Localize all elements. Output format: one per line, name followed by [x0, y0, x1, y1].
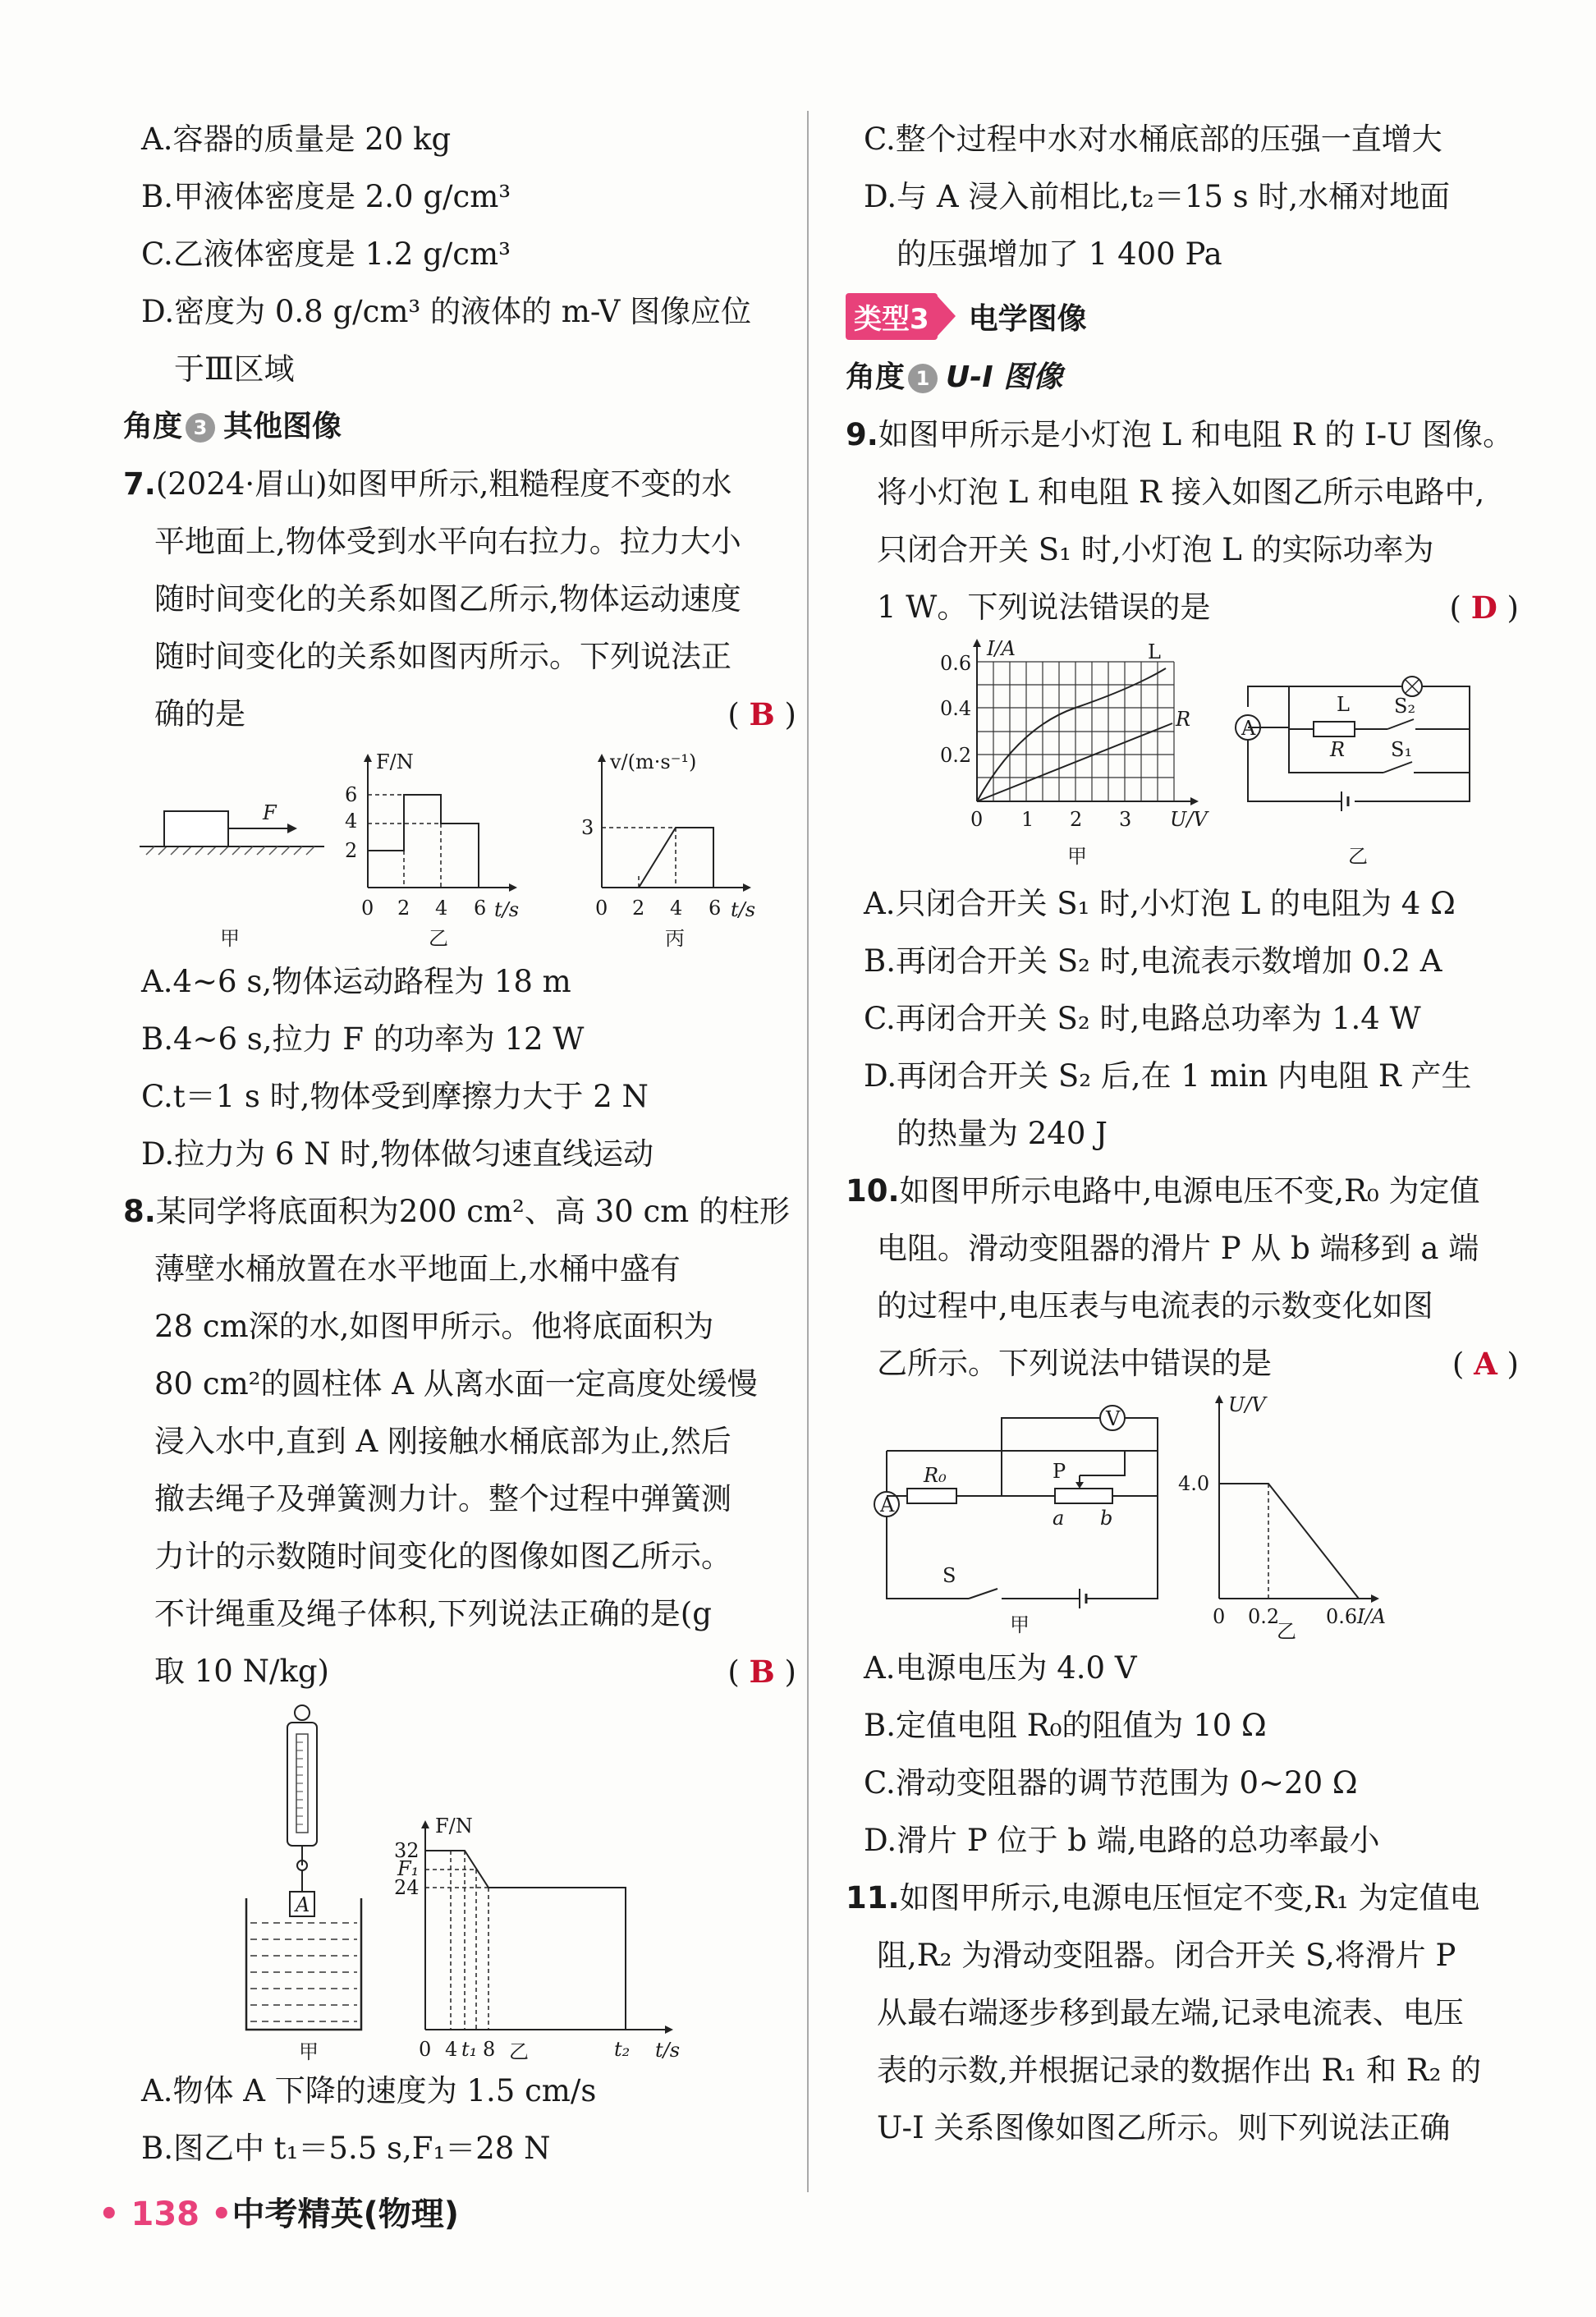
q9-option-a: A.只闭合开关 S₁ 时,小灯泡 L 的电阻为 4 Ω [864, 886, 1456, 921]
q10-option-a: A.电源电压为 4.0 V [864, 1650, 1137, 1686]
q9-fig-yi [1236, 677, 1470, 868]
footer-dot: • [99, 2195, 120, 2233]
angle1-title: U-I 图像 [946, 360, 1063, 394]
q10-rheostat [1055, 1489, 1112, 1503]
q7-line-4 [123, 686, 796, 743]
type3-tag: 类型3 [846, 293, 938, 340]
q8-line-6: 力计的示数随时间变化的图像如图乙所示。 [154, 1539, 732, 1574]
q10-fig-yi [1178, 1393, 1386, 1640]
q10-option-d: D.滑片 P 位于 b 端,电路的总功率最小 [864, 1823, 1380, 1858]
q11-line-3: 表的示数,并根据记录的数据作出 R₁ 和 R₂ 的 [877, 2053, 1482, 2088]
q9-text-0: 如图甲所示是小灯泡 L 和电阻 R 的 I-U 图像。 [878, 417, 1514, 452]
q9-tick-04: 0.4 [940, 697, 972, 720]
q9-line-2: 只闭合开关 S₁ 时,小灯泡 L 的实际功率为 [877, 532, 1434, 567]
q8-fig-yi [394, 1815, 680, 2062]
q10-p-label: P [1053, 1460, 1066, 1483]
angle1-heading [846, 349, 1519, 406]
q8-line-2: 28 cm深的水,如图甲所示。他将底面积为 [154, 1309, 714, 1344]
q7-text-0: (2024·眉山)如图甲所示,粗糙程度不变的水 [155, 466, 732, 502]
page-number: 138 [131, 2195, 200, 2233]
q8-line-1: 薄壁水桶放置在水平地面上,水桶中盛有 [154, 1251, 681, 1287]
q7-line-0 [123, 456, 796, 513]
q9-line-r [977, 723, 1172, 801]
fig-jia-caption: 甲 [220, 927, 240, 950]
q8-option-a: A.物体 A 下降的速度为 1.5 cm/s [141, 2073, 597, 2108]
bing-tick-t0: 0 [595, 897, 608, 920]
q10-fig-yi-caption: 乙 [1277, 1620, 1296, 1640]
q11-number: 11. [846, 1880, 900, 1916]
q8-line-5: 撤去绳子及弹簧测力计。整个过程中弹簧测 [154, 1481, 732, 1516]
q7-text-4: 确的是 [154, 696, 245, 732]
q10-line-1: 电阻。滑动变阻器的滑片 P 从 b 端移到 a 端 [877, 1231, 1479, 1266]
q8-number: 8. [123, 1194, 156, 1229]
q8-answer-box: ( B ) [727, 1654, 796, 1690]
q9-tick-02: 0.2 [940, 744, 972, 767]
column-divider [807, 111, 809, 2192]
book-title: 中考精英(物理) [232, 2195, 460, 2233]
q8-line-0 [123, 1183, 796, 1241]
q9-label-r: R [1176, 708, 1191, 731]
q9-line-0 [846, 406, 1519, 464]
q11-line-2: 从最右端逐步移到最左端,记录电流表、电压 [877, 1995, 1464, 2030]
q10-tick-06: 0.6 [1326, 1605, 1358, 1628]
q10-line-0 [846, 1163, 1519, 1220]
q10-ui-line [1219, 1484, 1359, 1599]
q8-text-0: 某同学将底面积为200 cm²、高 30 cm 的柱形 [155, 1194, 791, 1229]
q10-figure [846, 1393, 1519, 1640]
q6-option-d: D.密度为 0.8 g/cm³ 的液体的 m-V 图像应位 [141, 294, 752, 329]
page-footer [99, 2188, 459, 2235]
q8-tick-4: 4 [445, 2038, 458, 2061]
q9-option-b: B.再闭合开关 S₂ 时,电流表示数增加 0.2 A [864, 943, 1442, 979]
q6-option-d-cont: 于Ⅲ区域 [174, 351, 295, 387]
q9-fig-jia [940, 637, 1209, 868]
q10-b-label: b [1100, 1507, 1113, 1530]
angle1-label: 角度 [846, 360, 906, 394]
yi-y-label: F/N [376, 750, 414, 773]
q9-fig-jia-caption: 甲 [1067, 845, 1087, 868]
yi-tick-t4: 4 [435, 897, 448, 920]
yi-tick-t0: 0 [361, 897, 374, 920]
q10-option-c: C.滑动变阻器的调节范围为 0~20 Ω [864, 1765, 1358, 1801]
fig-bing-caption: 丙 [665, 927, 685, 950]
q10-a-label: a [1053, 1507, 1065, 1530]
footer-dot-2: • [210, 2195, 232, 2233]
bucket [246, 1898, 361, 2030]
block [164, 811, 228, 847]
q9-line-1: 将小灯泡 L 和电阻 R 接入如图乙所示电路中, [877, 475, 1485, 510]
q10-y-label: U/V [1228, 1393, 1266, 1416]
q8-option-b: B.图乙中 t₁＝5.5 s,F₁＝28 N [141, 2131, 551, 2166]
q10-resistor-r0 [907, 1489, 956, 1503]
q7-fig-yi [345, 750, 519, 950]
q11-text-0: 如图甲所示,电源电压恒定不变,R₁ 为定值电 [899, 1880, 1480, 1916]
fig-yi-caption: 乙 [429, 927, 448, 950]
q7-number: 7. [123, 466, 156, 502]
left-column [123, 111, 796, 2177]
q9-line-3 [846, 579, 1519, 636]
q8-force-line [425, 1851, 626, 2030]
q8-tick-f1: F₁ [397, 1857, 420, 1880]
angle3-label: 角度 [123, 410, 183, 443]
q9-tick-u2: 2 [1070, 808, 1083, 831]
q9-answer: D [1470, 590, 1497, 626]
q9-s1-label: S₁ [1391, 738, 1413, 761]
q10-tick-4: 4.0 [1178, 1472, 1210, 1495]
q7-option-c: C.t＝1 s 时,物体受到摩擦力大于 2 N [141, 1079, 649, 1114]
q10-x-label: I/A [1357, 1605, 1386, 1628]
cylinder-a-label: A [296, 1893, 310, 1916]
q9-tick-06: 0.6 [940, 652, 972, 675]
q9-tick-u1: 1 [1021, 808, 1034, 831]
q8-line-7: 不计绳重及绳子体积,下列说法正确的是(g [154, 1596, 712, 1631]
angle3-heading [123, 398, 796, 456]
q10-answer: A [1474, 1346, 1497, 1382]
q8-text-8: 取 10 N/kg) [154, 1654, 329, 1689]
bing-tick-3: 3 [581, 816, 594, 839]
q6-option-c: C.乙液体密度是 1.2 g/cm³ [141, 236, 511, 272]
q8-fig-jia-caption: 甲 [299, 2040, 319, 2062]
q10-s-label: S [942, 1564, 956, 1587]
q9-x-label: U/V [1170, 808, 1208, 831]
bing-y-label: v/(m·s⁻¹) [610, 750, 697, 773]
q10-line-2: 的过程中,电压表与电流表的示数变化如图 [877, 1288, 1433, 1324]
q7-fig-jia [140, 801, 324, 950]
q8-figure [123, 1701, 796, 2062]
q8-tick-24: 24 [394, 1876, 420, 1899]
q7-option-b: B.4~6 s,拉力 F 的功率为 12 W [141, 1021, 585, 1057]
q9-bulb-label: L [1337, 693, 1350, 716]
q10-r0-label: R₀ [924, 1464, 947, 1487]
q10-fig-jia-caption: 甲 [1010, 1613, 1030, 1636]
q9-option-c: C.再闭合开关 S₂ 时,电路总功率为 1.4 W [864, 1001, 1421, 1036]
yi-tick-6: 6 [345, 783, 358, 806]
q8-x-label: t/s [655, 2039, 681, 2062]
q10-ammeter-label: A [880, 1493, 895, 1516]
q7-line-1: 平地面上,物体受到水平向右拉力。拉力大小 [154, 524, 741, 559]
bing-tick-t6: 6 [709, 897, 722, 920]
q8-option-d: D.与 A 浸入前相比,t₂＝15 s 时,水桶对地面 [864, 179, 1451, 214]
q10-tick-02: 0.2 [1248, 1605, 1280, 1628]
q8-fig-yi-caption: 乙 [509, 2040, 529, 2062]
q11-line-4: U-I 关系图像如图乙所示。则下列说法正确 [877, 2110, 1451, 2145]
q7-answer: B [749, 696, 775, 732]
q9-answer-box: ( D ) [1449, 590, 1519, 626]
q10-number: 10. [846, 1173, 900, 1209]
angle3-title: 其他图像 [223, 410, 342, 443]
q10-text-0: 如图甲所示电路中,电源电压不变,R₀ 为定值 [899, 1173, 1480, 1209]
bing-velocity-line [602, 828, 713, 888]
q9-option-d-cont: 的热量为 240 J [897, 1116, 1108, 1151]
q9-label-l: L [1148, 640, 1161, 663]
q8-tick-0: 0 [419, 2038, 432, 2061]
q11-line-1: 阻,R₂ 为滑动变阻器。闭合开关 S,将滑片 P [877, 1938, 1456, 1973]
bing-x-label: t/s [731, 898, 756, 921]
type3-arrow-icon [938, 296, 956, 336]
q9-fig-yi-caption: 乙 [1348, 845, 1368, 868]
q8-line-4: 浸入水中,直到 A 刚接触水桶底部为止,然后 [154, 1424, 732, 1459]
q10-tick-0: 0 [1213, 1605, 1226, 1628]
q9-tick-u0: 0 [970, 808, 984, 831]
type3-heading [846, 283, 1519, 349]
yi-tick-2: 2 [345, 839, 358, 862]
right-column [846, 111, 1519, 2157]
q10-line-3 [846, 1335, 1519, 1392]
yi-tick-t6: 6 [474, 897, 487, 920]
bing-tick-t4: 4 [670, 897, 683, 920]
q6-option-b: B.甲液体密度是 2.0 g/cm³ [141, 179, 511, 214]
q9-s2-label: S₂ [1394, 695, 1416, 718]
q6-option-a: A.容器的质量是 20 kg [141, 122, 452, 157]
q9-text-3: 1 W。下列说法错误的是 [877, 590, 1211, 625]
q8-option-c: C.整个过程中水对水桶底部的压强一直增大 [864, 122, 1442, 157]
q9-resistor-label: R [1330, 738, 1346, 761]
resistor-r [1314, 722, 1355, 736]
q8-line-3: 80 cm²的圆柱体 A 从离水面一定高度处缓慢 [154, 1366, 758, 1402]
q9-y-label: I/A [987, 637, 1016, 660]
force-label: F [263, 801, 277, 824]
type3-title: 电学图像 [968, 301, 1087, 336]
q8-line-8 [123, 1643, 796, 1700]
q8-fig-jia [246, 1705, 361, 2062]
q7-figure [123, 744, 796, 953]
bing-tick-t2: 2 [632, 897, 645, 920]
q10-voltmeter-label: V [1106, 1407, 1121, 1430]
yi-force-line [368, 795, 479, 888]
q9-option-d: D.再闭合开关 S₂ 后,在 1 min 内电阻 R 产生 [864, 1058, 1472, 1094]
q9-number: 9. [846, 417, 878, 452]
q10-option-b: B.定值电阻 R₀的阻值为 10 Ω [864, 1708, 1267, 1743]
q8-y-label: F/N [435, 1815, 473, 1838]
yi-x-label: t/s [494, 898, 520, 921]
angle3-badge: 3 [186, 413, 215, 443]
q9-figure [846, 637, 1519, 875]
q10-text-3: 乙所示。下列说法中错误的是 [877, 1346, 1272, 1381]
yi-tick-4: 4 [345, 810, 358, 833]
q7-answer-box: ( B ) [727, 696, 796, 732]
q10-answer-box: ( A ) [1452, 1346, 1519, 1382]
q8-tick-t1: t₁ [461, 2038, 478, 2061]
q9-tick-u3: 3 [1119, 808, 1132, 831]
q7-fig-bing [581, 750, 755, 950]
q9-ammeter-label: A [1241, 717, 1256, 740]
q8-tick-t2: t₂ [614, 2038, 631, 2061]
q8-tick-32: 32 [394, 1839, 420, 1862]
yi-tick-t2: 2 [397, 897, 410, 920]
q10-fig-jia [874, 1406, 1158, 1636]
q9-curve-l [977, 668, 1166, 801]
q7-option-a: A.4~6 s,物体运动路程为 18 m [141, 964, 571, 999]
q7-option-d: D.拉力为 6 N 时,物体做匀速直线运动 [141, 1136, 654, 1172]
q7-line-2: 随时间变化的关系如图乙所示,物体运动速度 [154, 581, 741, 617]
q11-line-0 [846, 1870, 1519, 1927]
q8-answer: B [749, 1654, 775, 1690]
q8-option-d-cont: 的压强增加了 1 400 Pa [897, 236, 1222, 272]
q7-line-3: 随时间变化的关系如图丙所示。下列说法正 [154, 639, 732, 674]
q8-tick-8: 8 [483, 2038, 496, 2061]
angle1-badge: 1 [908, 364, 938, 393]
